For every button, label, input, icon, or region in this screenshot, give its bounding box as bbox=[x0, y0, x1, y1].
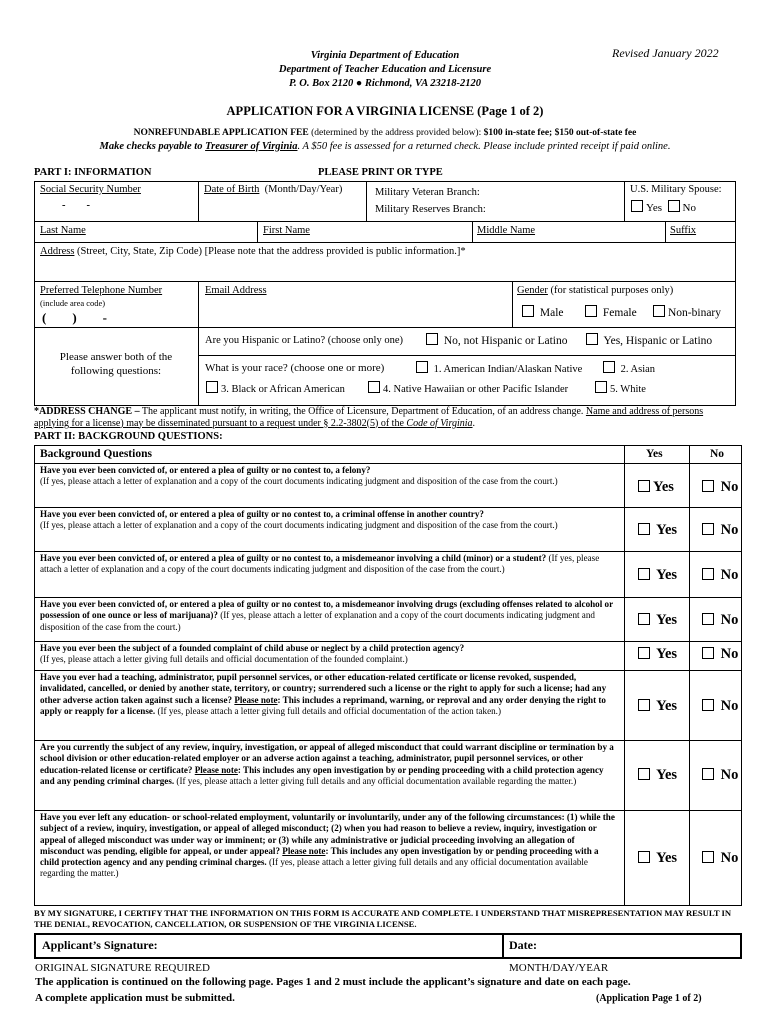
rule bbox=[198, 281, 199, 406]
payable-lead: Make checks payable to bbox=[99, 141, 206, 152]
fee-paren: (determined by the address provided below): bbox=[308, 128, 484, 138]
q6-instructions: (If yes, please attach a letter giving full details and official documentation of the action taken.) bbox=[155, 705, 501, 716]
q8-yes-option[interactable] bbox=[638, 850, 677, 867]
date-field[interactable]: Date: bbox=[509, 938, 537, 952]
race-3-checkbox[interactable] bbox=[206, 381, 218, 393]
last-name-field[interactable]: Last Name bbox=[40, 225, 86, 236]
q7-no-label: No bbox=[720, 767, 739, 783]
q2-yes-label: Yes bbox=[656, 522, 678, 538]
fee-lead: NONREFUNDABLE APPLICATION FEE bbox=[133, 128, 309, 138]
q5-yes-option[interactable] bbox=[638, 646, 677, 663]
q3-yes-option[interactable] bbox=[638, 567, 677, 584]
q8-note: : This includes any open investigation by or pending proceeding with a child protection agency and any pending criminal charges. bbox=[40, 845, 599, 868]
rule bbox=[512, 281, 513, 327]
gender-male-checkbox[interactable] bbox=[522, 305, 534, 317]
q7-note: : This includes any open investigation by or pending proceeding with a child protection agency and any pending criminal charges. bbox=[40, 764, 604, 786]
reserves-branch-field[interactable]: Military Reserves Branch: bbox=[375, 204, 486, 215]
code-of-virginia: Code of Virginia bbox=[406, 417, 473, 429]
q3-no-option[interactable] bbox=[702, 567, 738, 584]
q1-no-option[interactable] bbox=[702, 479, 738, 496]
address-label: Address bbox=[40, 246, 75, 257]
q4-text: Have you ever been convicted of, or entered a plea of guilty or no contest to, a misdemeanor involving drugs (excluding offenses related to alcohol or possession of one ounce or less of marijuana)? bbox=[40, 599, 613, 621]
q4-yes-checkbox[interactable] bbox=[638, 613, 650, 625]
middle-name-field[interactable]: Middle Name bbox=[477, 225, 536, 236]
page-number: (Application Page 1 of 2) bbox=[596, 993, 702, 1004]
answer-both-note: Please answer both of the following questions: bbox=[59, 351, 173, 377]
race-2-checkbox[interactable] bbox=[603, 361, 615, 373]
q4-no-option[interactable] bbox=[702, 612, 738, 629]
address-note: (Street, City, State, Zip Code) [Please note that the address provided is public information.]* bbox=[74, 246, 466, 257]
q2-yes-checkbox[interactable] bbox=[638, 523, 650, 535]
gender-nonbinary-checkbox[interactable] bbox=[653, 305, 665, 317]
q6-no-checkbox[interactable] bbox=[702, 699, 714, 711]
gender-label-text: Gender bbox=[517, 285, 548, 296]
q2-instructions: (If yes, please attach a letter of explanation and a copy of the court documents indicating judgment and disposition of the case from the court.) bbox=[40, 520, 558, 531]
rule bbox=[34, 463, 742, 464]
race-option-2[interactable] bbox=[603, 361, 655, 375]
race-1-label: 1. American Indian/Alaskan Native bbox=[433, 364, 583, 375]
payable-rest: . A $50 fee is assessed for a returned check. Please include printed receipt if paid online. bbox=[297, 141, 671, 152]
phone-label: Preferred Telephone Number bbox=[40, 285, 163, 296]
rule bbox=[34, 221, 736, 222]
dob-label[interactable] bbox=[204, 184, 342, 195]
hispanic-no-checkbox[interactable] bbox=[426, 333, 438, 345]
payable-line bbox=[0, 141, 770, 152]
rule bbox=[34, 670, 742, 671]
race-4-checkbox[interactable] bbox=[368, 381, 380, 393]
q5-no-option[interactable] bbox=[702, 646, 738, 663]
question-6 bbox=[40, 672, 618, 717]
q4-no-label: No bbox=[720, 612, 739, 628]
first-name-field[interactable]: First Name bbox=[263, 225, 310, 236]
q7-yes-option[interactable] bbox=[638, 767, 677, 784]
veteran-branch-field[interactable]: Military Veteran Branch: bbox=[375, 187, 480, 198]
q7-no-checkbox[interactable] bbox=[702, 768, 714, 780]
question-1 bbox=[40, 465, 618, 488]
question-8 bbox=[40, 812, 618, 880]
race-5-label: 5. White bbox=[610, 384, 646, 395]
part1-heading: PART I: INFORMATION bbox=[34, 167, 152, 178]
gender-nonbinary-label: Non-binary bbox=[668, 307, 722, 319]
gender-nonbinary-option[interactable] bbox=[653, 305, 721, 319]
q6-text: Have you ever had a teaching, administrator, pupil personnel services, or other education-related certificate or license revoked, suspended, invalidated, cancelled, or denied by another state, territory, or country; surrendered such a license or the right to apply for such a license; had any other adverse action taken against such a license? bbox=[40, 672, 607, 705]
q1-yes-checkbox[interactable] bbox=[638, 480, 650, 492]
dob-format: (Month/Day/Year) bbox=[264, 184, 343, 195]
hispanic-no-option[interactable] bbox=[426, 333, 567, 347]
q7-instructions: (If yes, please attach a letter giving full details and any official documentation available regarding the matter.) bbox=[174, 775, 577, 786]
race-4-label: 4. Native Hawaiian or other Pacific Islander bbox=[383, 384, 569, 395]
q3-no-checkbox[interactable] bbox=[702, 568, 714, 580]
spouse-yes-checkbox[interactable] bbox=[631, 200, 643, 212]
q5-no-checkbox[interactable] bbox=[702, 647, 714, 659]
question-5 bbox=[40, 643, 618, 666]
gender-female-label: Female bbox=[602, 307, 637, 319]
rule bbox=[624, 181, 625, 221]
race-3-label: 3. Black or African American bbox=[221, 384, 345, 395]
q2-no-option[interactable] bbox=[702, 522, 738, 539]
q8-text: Have you ever left any education- or school-related employment, voluntarily or involuntarily, under any of the following circumstances: (1) while the subject of a review, inquiry, investigation, or appeal of alleged misconduct; (2) when you had reason to believe a review, inquiry, investigation or appeal of alleged misconduct was under way or imminent; or (3) while any administrative or judicial proceeding involving an allegation of misconduct was pending, eligible for appeal, or under appeal? bbox=[40, 812, 615, 856]
rule bbox=[34, 810, 742, 811]
race-option-1[interactable] bbox=[416, 361, 582, 375]
spouse-yes-label: Yes bbox=[646, 202, 663, 214]
date-format-note: MONTH/DAY/YEAR bbox=[509, 962, 609, 974]
q3-text: Have you ever been convicted of, or entered a plea of guilty or no contest to, a misdemeanor involving a child (minor) or a student? bbox=[40, 553, 547, 563]
continued-note: The application is continued on the following page. Pages 1 and 2 must include the applicant’s signature and date on each page. bbox=[35, 976, 631, 988]
q7-note-label: Please note bbox=[194, 764, 238, 775]
agency-address: P. O. Box 2120 ● Richmond, VA 23218-2120 bbox=[288, 78, 482, 89]
print-note: PLEASE PRINT OR TYPE bbox=[318, 167, 443, 178]
q1-no-label: No bbox=[720, 479, 739, 495]
q7-no-option[interactable] bbox=[702, 767, 738, 784]
question-2 bbox=[40, 509, 618, 532]
address-change-lead: *ADDRESS CHANGE – bbox=[34, 406, 140, 417]
gender-male-label: Male bbox=[539, 307, 564, 319]
q8-no-checkbox[interactable] bbox=[702, 851, 714, 863]
q6-no-option[interactable] bbox=[702, 698, 738, 715]
rule bbox=[198, 355, 736, 356]
q6-note: : This includes a reprimand, warning, or reproval and any order denying the right to apply or reapply for a license. bbox=[40, 694, 606, 716]
form-title: APPLICATION FOR A VIRGINIA LICENSE (Page 1 of 2) bbox=[226, 104, 544, 118]
agency-name: Virginia Department of Education bbox=[310, 50, 460, 61]
q2-no-checkbox[interactable] bbox=[702, 523, 714, 535]
q4-instructions: (If yes, please attach a letter of explanation and a copy of the court documents indicating judgment and disposition of the case from the court.) bbox=[40, 610, 595, 632]
q5-text: Have you ever been the subject of a founded complaint of child abuse or neglect by a child protection agency? bbox=[40, 643, 465, 653]
gender-note: (for statistical purposes only) bbox=[547, 285, 674, 296]
suffix-field[interactable]: Suffix bbox=[670, 225, 697, 236]
race-5-checkbox[interactable] bbox=[595, 381, 607, 393]
rule bbox=[198, 181, 199, 221]
q5-yes-label: Yes bbox=[656, 646, 678, 662]
q1-text: Have you ever been convicted of, or entered a plea of guilty or no contest to, a felony? bbox=[40, 465, 371, 475]
question-7 bbox=[40, 742, 618, 787]
address-change-text1: The applicant must notify, in writing, the Office of Licensure, Department of Education, of an address change. bbox=[139, 406, 586, 417]
rule bbox=[34, 597, 742, 598]
gender-label bbox=[517, 285, 673, 296]
phone-note: (include area code) bbox=[40, 298, 106, 308]
address-change-end: . bbox=[472, 417, 476, 429]
q7-yes-label: Yes bbox=[656, 767, 678, 783]
q5-yes-checkbox[interactable] bbox=[638, 647, 650, 659]
address-field[interactable] bbox=[40, 246, 466, 257]
q1-no-checkbox[interactable] bbox=[702, 480, 714, 492]
q8-note-label: Please note bbox=[282, 845, 326, 856]
rule bbox=[257, 221, 258, 242]
spouse-no-checkbox[interactable] bbox=[668, 200, 680, 212]
q6-note-label: Please note bbox=[234, 694, 278, 705]
q3-no-label: No bbox=[720, 567, 739, 583]
q1-yes-label: Yes bbox=[653, 479, 674, 495]
q5-no-label: No bbox=[720, 646, 739, 662]
q3-yes-label: Yes bbox=[656, 567, 678, 583]
phone-field[interactable]: ( ) - bbox=[42, 310, 107, 325]
q3-instructions: (If yes, please attach a letter of explanation and a copy of the court documents indicating judgment and disposition of the case from the court.) bbox=[40, 553, 600, 575]
rule bbox=[34, 327, 736, 328]
fee-line bbox=[0, 128, 770, 138]
hispanic-yes-label: Yes, Hispanic or Latino bbox=[603, 335, 713, 347]
hispanic-yes-checkbox[interactable] bbox=[586, 333, 598, 345]
q5-instructions: (If yes, please attach a letter giving full details and official documentation of the founded complaint.) bbox=[40, 654, 408, 665]
spouse-no-label: No bbox=[682, 202, 696, 214]
col-no: No bbox=[710, 448, 725, 460]
spouse-label: U.S. Military Spouse: bbox=[630, 184, 722, 195]
rule bbox=[34, 551, 742, 552]
rule bbox=[624, 445, 625, 906]
rule bbox=[502, 933, 504, 959]
q8-instructions: (If yes, please attach a letter giving full details and any official documentation available regarding the matter.) bbox=[40, 857, 588, 879]
revision-date: Revised January 2022 bbox=[612, 46, 719, 60]
q1-instructions: (If yes, please attach a letter of explanation and a copy of the court documents indicating judgment and disposition of the case from the court.) bbox=[40, 476, 558, 487]
part2-heading: PART II: BACKGROUND QUESTIONS: bbox=[34, 431, 223, 442]
q7-text: Are you currently the subject of any review, inquiry, investigation, or appeal of alleged misconduct that could warrant discipline or termination by a school division or other education-related employer or an adverse action against a teaching, administrator, pupil personnel services, or other education-related license or certificate? bbox=[40, 742, 614, 775]
col-questions: Background Questions bbox=[40, 448, 152, 460]
rule bbox=[665, 221, 666, 242]
gender-female-option[interactable] bbox=[585, 305, 637, 319]
address-change-text2: Name and address of persons applying for a license) may be disseminated pursuant to a request under § 2.2-3802(5) of the bbox=[34, 406, 704, 429]
q2-no-label: No bbox=[720, 522, 739, 538]
department-name: Department of Teacher Education and Licensure bbox=[278, 64, 492, 75]
q8-no-option[interactable] bbox=[702, 850, 738, 867]
ssn-label: Social Security Number bbox=[40, 184, 141, 195]
q4-yes-label: Yes bbox=[656, 612, 678, 628]
rule bbox=[34, 740, 742, 741]
payable-payee: Treasurer of Virginia bbox=[205, 141, 298, 152]
q2-yes-option[interactable] bbox=[638, 522, 677, 539]
question-4 bbox=[40, 599, 618, 633]
dob-label-text: Date of Birth bbox=[204, 184, 260, 195]
gender-male-option[interactable] bbox=[522, 305, 564, 319]
q2-text: Have you ever been convicted of, or entered a plea of guilty or no contest to, a criminal offense in another country? bbox=[40, 509, 484, 519]
hispanic-yes-option[interactable] bbox=[586, 333, 712, 347]
rule bbox=[34, 641, 742, 642]
gender-female-checkbox[interactable] bbox=[585, 305, 597, 317]
q3-yes-checkbox[interactable] bbox=[638, 568, 650, 580]
race-2-label: 2. Asian bbox=[620, 364, 656, 375]
q6-no-label: No bbox=[720, 698, 739, 714]
q4-yes-option[interactable] bbox=[638, 612, 677, 629]
email-field[interactable]: Email Address bbox=[205, 285, 267, 296]
ssn-field[interactable]: - - bbox=[62, 200, 90, 211]
question-3 bbox=[40, 553, 618, 576]
q1-yes-option[interactable] bbox=[638, 479, 674, 496]
complete-note: A complete application must be submitted. bbox=[35, 992, 235, 1004]
q7-yes-checkbox[interactable] bbox=[638, 768, 650, 780]
q8-no-label: No bbox=[720, 850, 739, 866]
address-change-note bbox=[34, 406, 724, 429]
col-yes: Yes bbox=[646, 448, 663, 460]
rule bbox=[34, 242, 736, 243]
q8-yes-label: Yes bbox=[656, 850, 678, 866]
race-option-3[interactable] bbox=[206, 381, 345, 395]
certification-statement: BY MY SIGNATURE, I CERTIFY THAT THE INFORMATION ON THIS FORM IS ACCURATE AND COMPLETE. I UNDERSTAND THAT MISREPRESENTATION MAY RESULT IN THE DENIAL, REVOCATION, CANCELLATION, OR SUSPENSION OF THE VIRGINIA LICENSE. bbox=[34, 908, 732, 929]
race-question: What is your race? (choose one or more) bbox=[205, 362, 385, 374]
original-signature-note: ORIGINAL SIGNATURE REQUIRED bbox=[35, 962, 210, 974]
rule bbox=[689, 445, 690, 906]
race-option-5[interactable] bbox=[595, 381, 646, 395]
q6-yes-label: Yes bbox=[656, 698, 678, 714]
race-1-checkbox[interactable] bbox=[416, 361, 428, 373]
hispanic-question: Are you Hispanic or Latino? (choose only one) bbox=[205, 335, 403, 346]
spouse-options bbox=[631, 200, 696, 214]
q6-yes-checkbox[interactable] bbox=[638, 699, 650, 711]
q6-yes-option[interactable] bbox=[638, 698, 677, 715]
fee-amounts: $100 in-state fee; $150 out-of-state fee bbox=[483, 128, 637, 138]
race-option-4[interactable] bbox=[368, 381, 568, 395]
rule bbox=[34, 507, 742, 508]
rule bbox=[472, 221, 473, 242]
q8-yes-checkbox[interactable] bbox=[638, 851, 650, 863]
q4-no-checkbox[interactable] bbox=[702, 613, 714, 625]
rule bbox=[34, 281, 736, 282]
rule bbox=[366, 181, 367, 221]
signature-field[interactable]: Applicant’s Signature: bbox=[42, 938, 158, 952]
hispanic-no-label: No, not Hispanic or Latino bbox=[443, 335, 568, 347]
